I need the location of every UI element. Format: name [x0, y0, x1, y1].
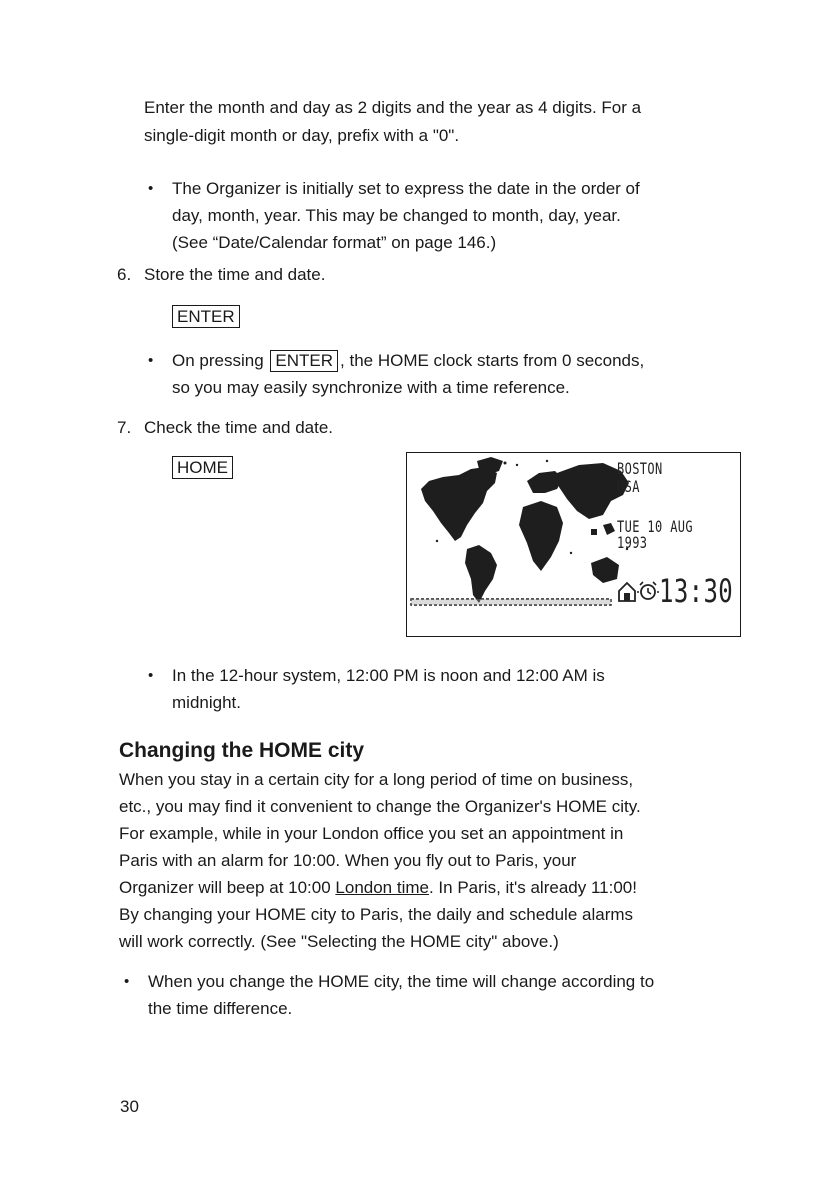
display-country: USA: [617, 477, 640, 496]
home-change-line-2: the time difference.: [148, 999, 293, 1018]
section-line-5-suffix: . In Paris, it's already 11:00!: [428, 878, 637, 897]
map-australia: [591, 557, 619, 583]
section-line-7: will work correctly. (See "Selecting the HOME city" above.): [119, 932, 559, 951]
bullet-marker: •: [148, 352, 154, 369]
display-city: BOSTON: [617, 459, 663, 478]
enter-bullet-line-1: [172, 347, 644, 374]
map-africa: [519, 501, 563, 571]
london-time-underlined: London time: [335, 878, 429, 897]
home-key: HOME: [172, 456, 233, 479]
section-heading: Changing the HOME city: [119, 739, 365, 762]
bullet-marker: •: [148, 667, 154, 684]
enter-bullet-line-2: so you may easily synchronize with a time reference.: [172, 378, 570, 397]
bullet-marker: •: [148, 180, 154, 197]
section-line-5: [119, 874, 637, 901]
section-line-6: By changing your HOME city to Paris, the daily and schedule alarms: [119, 905, 634, 924]
step-7-number: 7.: [117, 418, 132, 437]
display-time: 13:30: [659, 572, 734, 610]
map-south-america: [465, 545, 497, 603]
organizer-display: [406, 452, 741, 637]
format-line-2: day, month, year. This may be changed to month, day, year.: [172, 206, 621, 225]
step-6-number: 6.: [117, 265, 132, 284]
twelve-hour-line-2: midnight.: [172, 693, 241, 712]
alarm-icon: [637, 580, 659, 602]
map-islands: [591, 523, 615, 535]
display-date: TUE 10 AUG 1993: [617, 517, 693, 552]
enter-bullet-prefix: On pressing: [172, 351, 264, 370]
page-number: 30: [120, 1097, 139, 1116]
format-line-1: The Organizer is initially set to express the date in the order of: [172, 179, 640, 198]
section-line-4: Paris with an alarm for 10:00. When you fly out to Paris, your: [119, 851, 577, 870]
section-line-2: etc., you may find it convenient to change the Organizer's HOME city.: [119, 797, 641, 816]
section-line-5-prefix: Organizer will beep at 10:00: [119, 878, 336, 897]
step-6-text: Store the time and date.: [144, 265, 326, 284]
intro-line-2: single-digit month or day, prefix with a "0".: [144, 126, 460, 145]
home-icon: [617, 581, 637, 603]
step-7-text: Check the time and date.: [144, 418, 334, 437]
enter-bullet-suffix: , the HOME clock starts from 0 seconds,: [340, 351, 645, 370]
section-line-3: For example, while in your London office you set an appointment in: [119, 824, 624, 843]
enter-key: ENTER: [172, 305, 240, 328]
enter-key-inline: ENTER: [270, 350, 338, 372]
map-north-america: [421, 467, 497, 541]
bullet-marker: •: [124, 973, 130, 990]
format-line-3: (See “Date/Calendar format” on page 146.): [172, 233, 497, 252]
intro-line-1: Enter the month and day as 2 digits and the year as 4 digits. For a: [144, 98, 642, 117]
home-change-line-1: When you change the HOME city, the time will change according to: [148, 972, 655, 991]
twelve-hour-line-1: In the 12-hour system, 12:00 PM is noon and 12:00 AM is: [172, 666, 605, 685]
section-line-1: When you stay in a certain city for a long period of time on business,: [119, 770, 634, 789]
